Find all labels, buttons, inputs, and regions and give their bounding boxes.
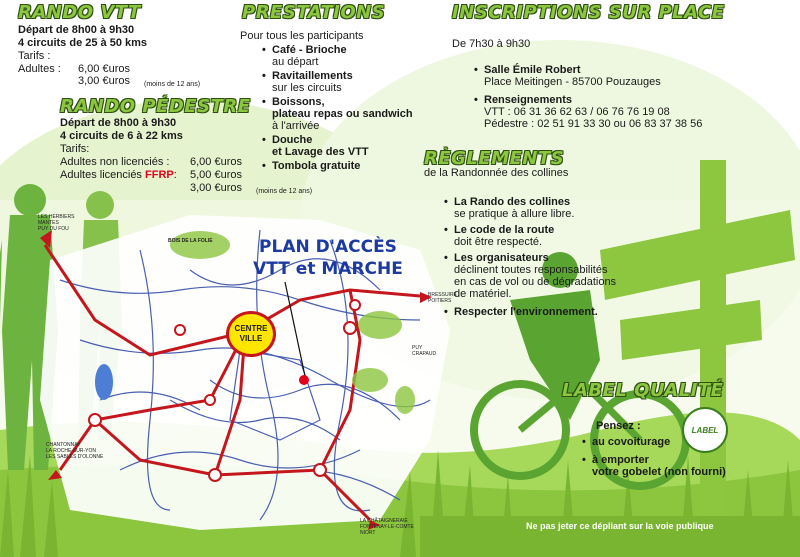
- label-item-covoiturage: [582, 436, 670, 448]
- prestation-item-3: [262, 96, 413, 132]
- bullet-icon: •: [262, 160, 266, 172]
- label-badge-text: LABEL: [691, 425, 719, 435]
- ffrp-label: FFRP: [145, 169, 174, 181]
- map-label-herbiers-2: MANTES: [38, 220, 59, 226]
- map-label-chataigneraie-1: LA CHÂTAIGNERAIE: [360, 518, 408, 524]
- bullet-icon: •: [474, 94, 478, 106]
- prestation-item-2: [262, 70, 353, 94]
- map-label-puy: [412, 345, 436, 357]
- map-label-bressuire: [428, 292, 457, 304]
- reglement-item-1: [444, 196, 574, 220]
- rando-pedestre-lic-label: Adultes licenciés: [60, 169, 142, 181]
- centre-ville-label-1: CENTRE: [234, 324, 268, 333]
- prestation-3-title: Boissons,: [272, 96, 325, 108]
- label-item-1: au covoiturage: [592, 436, 671, 448]
- map-label-bois: BOIS DE LA FOLIE: [168, 238, 213, 244]
- bullet-icon: •: [444, 196, 448, 208]
- bullet-icon: •: [474, 64, 478, 76]
- reglement-item-3: [444, 252, 616, 300]
- rando-vtt-tarifs: Tarifs :: [18, 50, 51, 62]
- reglement-4-title: Respecter l'environnement.: [454, 306, 598, 318]
- rando-pedestre-child-price: 3,00 €uros: [190, 182, 242, 194]
- label-item-2b: votre gobelet (non fourni): [592, 466, 726, 478]
- map-label-herbiers-1: LES HERBIERS: [38, 214, 75, 220]
- reglement-1-sub: se pratique à allure libre.: [454, 208, 575, 220]
- reglement-3-sub-2: en cas de vol ou de dégradations: [454, 276, 617, 288]
- label-badge-logo: [682, 407, 728, 453]
- prestation-3-sub: à l'arrivée: [272, 120, 320, 132]
- prestation-1-title: Café - Brioche: [272, 44, 347, 56]
- map-label-chataigneraie-2: FONTENAY-LE-COMTE: [360, 524, 414, 530]
- map-label-chantonnay-3: LES SABLES D'OLONNE: [46, 454, 104, 460]
- map-label-chantonnay-1: CHANTONNAY: [46, 442, 81, 448]
- reglement-3-title: Les organisateurs: [454, 252, 549, 264]
- reglement-2-title: Le code de la route: [454, 224, 555, 236]
- inscriptions-salle-name: Salle Émile Robert: [484, 64, 581, 76]
- rando-pedestre-tarifs: Tarifs:: [60, 143, 90, 155]
- plan-title: [248, 236, 408, 280]
- prestation-item-1: [262, 44, 347, 68]
- bullet-icon: •: [262, 44, 266, 56]
- rando-vtt-schedule: Départ de 8h00 à 9h30: [18, 24, 135, 36]
- map-label-chataigneraie-3: NIORT: [360, 530, 376, 536]
- rando-pedestre-nonlic-price: 6,00 €uros: [190, 156, 242, 168]
- plan-title-line1: PLAN D'ACCÈS: [259, 237, 397, 257]
- inscriptions-vtt-phone: VTT : 06 31 36 62 63 / 06 76 76 19 08: [484, 106, 670, 118]
- plan-title-line2: VTT et MARCHE: [253, 259, 403, 279]
- map-label-bressuire-2: POITIERS: [428, 298, 452, 304]
- map-label-puy-2: CRAPAUD: [412, 351, 437, 357]
- prestation-2-sub: sur les circuits: [272, 82, 342, 94]
- bullet-icon: •: [262, 134, 266, 146]
- reglements-title: RÈGLEMENTS: [424, 148, 565, 169]
- rando-vtt-child-note: (moins de 12 ans): [144, 81, 201, 88]
- inscriptions-salle: [474, 64, 661, 88]
- inscriptions-address: Place Meitingen - 85700 Pouzauges: [484, 76, 661, 88]
- bullet-icon: •: [262, 96, 266, 108]
- map-label-herbiers-3: PUY DU FOU: [38, 226, 69, 232]
- map-label-chantonnay: [46, 442, 103, 460]
- rando-vtt-price-child: 3,00 €uros: [78, 75, 130, 87]
- label-item-gobelet: [582, 454, 726, 478]
- prestation-2-title: Ravitaillements: [272, 70, 353, 82]
- reglement-item-4: [444, 306, 598, 318]
- prestation-1-sub: au départ: [272, 56, 319, 68]
- inscriptions-title: INSCRIPTIONS SUR PLACE: [452, 2, 725, 23]
- bullet-icon: •: [444, 224, 448, 236]
- map-label-chantonnay-2: LA ROCHE-SUR-YON: [46, 448, 97, 454]
- map-label-puy-1: PUY: [412, 345, 423, 351]
- map-label-herbiers: [38, 214, 74, 232]
- rando-vtt-adultes: Adultes :: [18, 63, 61, 75]
- rando-pedestre-child-note: (moins de 12 ans): [256, 188, 313, 195]
- reglement-3-sub-1: déclinent toutes responsabilités: [454, 264, 608, 276]
- map-label-chataigneraie: [360, 518, 414, 536]
- rando-pedestre-lic-price: 5,00 €uros: [190, 169, 242, 181]
- rando-vtt-title: RANDO VTT: [18, 2, 141, 23]
- rando-pedestre-schedule: Départ de 8h00 à 9h30: [60, 117, 177, 129]
- reglement-2-sub: doit être respecté.: [454, 236, 543, 248]
- bullet-icon: •: [582, 436, 586, 448]
- inscriptions-hours: De 7h30 à 9h30: [452, 38, 531, 50]
- label-pensez: Pensez :: [596, 420, 641, 432]
- prestation-item-5: [262, 160, 360, 172]
- inscriptions-renseignements: [474, 94, 702, 130]
- bullet-icon: •: [444, 252, 448, 264]
- prestation-4-title2: et Lavage des VTT: [272, 146, 369, 158]
- prestation-4-title: Douche: [272, 134, 313, 146]
- prestations-intro: Pour tous les participants: [240, 30, 364, 42]
- rando-pedestre-nonlic: Adultes non licenciés :: [60, 156, 170, 168]
- rando-vtt-price-adult: 6,00 €uros: [78, 63, 130, 75]
- prestation-item-4: [262, 134, 369, 158]
- prestation-5-title: Tombola gratuite: [272, 160, 361, 172]
- reglement-1-title: La Rando des collines: [454, 196, 571, 208]
- rando-vtt-circuits: 4 circuits de 25 à 50 kms: [18, 37, 148, 49]
- rando-pedestre-lic-colon: :: [173, 169, 177, 181]
- bullet-icon: •: [444, 306, 448, 318]
- rando-pedestre-title: RANDO PÉDESTRE: [60, 96, 251, 117]
- map-label-bressuire-1: BRESSUIRE: [428, 292, 457, 298]
- prestation-3-title2: plateau repas ou sandwich: [272, 108, 413, 120]
- rando-pedestre-lic: [60, 169, 177, 182]
- reglement-item-2: [444, 224, 554, 248]
- bullet-icon: •: [582, 454, 586, 466]
- bullet-icon: •: [262, 70, 266, 82]
- label-qualite-title: LABEL QUALITÉ: [562, 380, 724, 401]
- inscriptions-rens-title: Renseignements: [484, 94, 573, 106]
- centre-ville-marker: [226, 311, 276, 357]
- centre-ville-label-2: VILLE: [239, 334, 263, 343]
- rando-pedestre-circuits: 4 circuits de 6 à 22 kms: [60, 130, 183, 142]
- prestations-title: PRESTATIONS: [242, 2, 386, 23]
- reglement-3-sub-3: de matériel.: [454, 288, 512, 300]
- reglements-sub: de la Randonnée des collines: [424, 167, 569, 179]
- label-item-2a: à emporter: [592, 454, 649, 466]
- inscriptions-ped-phone: Pédestre : 02 51 91 33 30 ou 06 83 37 38 56: [484, 118, 703, 130]
- footer-notice: Ne pas jeter ce dépliant sur la voie publique: [526, 521, 714, 531]
